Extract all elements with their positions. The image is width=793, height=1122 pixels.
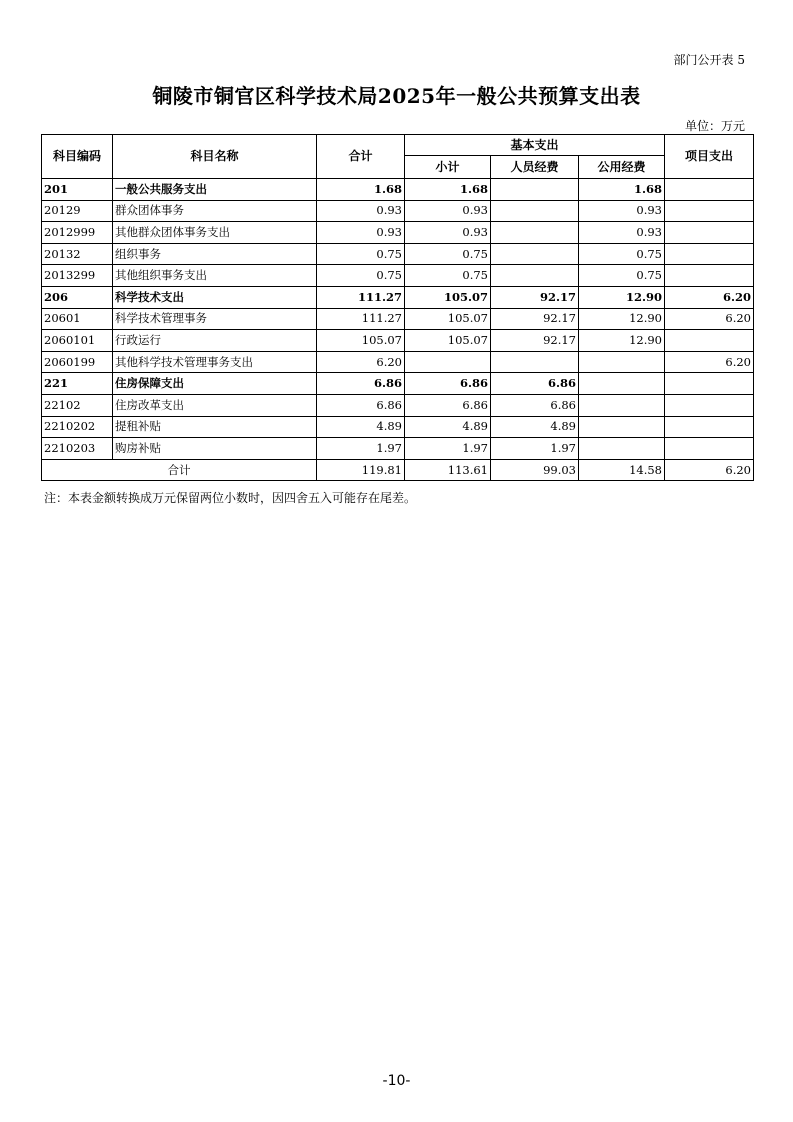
- row-subtotal: 0.93: [405, 200, 491, 222]
- header-project: 项目支出: [665, 135, 754, 179]
- row-project: [665, 438, 754, 460]
- row-name: 行政运行: [113, 330, 317, 352]
- row-public: 0.75: [579, 243, 665, 265]
- row-total: 111.27: [317, 308, 405, 330]
- row-subtotal: 0.75: [405, 243, 491, 265]
- row-public: [579, 373, 665, 395]
- row-name: 购房补贴: [113, 438, 317, 460]
- table-row: [42, 286, 754, 308]
- row-project: 6.20: [665, 351, 754, 373]
- table-row: [42, 416, 754, 438]
- row-total: 1.68: [317, 179, 405, 201]
- page-title: 铜陵市铜官区科学技术局2025年一般公共预算支出表: [152, 84, 641, 108]
- total-row: [42, 459, 754, 481]
- row-name: 其他组织事务支出: [113, 265, 317, 287]
- row-project: [665, 222, 754, 244]
- row-code: 2210203: [42, 438, 113, 460]
- row-subtotal: 4.89: [405, 416, 491, 438]
- row-project: [665, 200, 754, 222]
- header-code: 科目编码: [42, 135, 113, 179]
- row-code: 2210202: [42, 416, 113, 438]
- row-public: 0.75: [579, 265, 665, 287]
- total-row-total: 119.81: [317, 459, 405, 481]
- row-name: 其他群众团体事务支出: [113, 222, 317, 244]
- header-name: 科目名称: [113, 135, 317, 179]
- table-body: [42, 179, 754, 460]
- row-code: 2013299: [42, 265, 113, 287]
- form-id-label: 部门公开表 5: [673, 53, 745, 67]
- row-personnel: [491, 200, 579, 222]
- header-subtotal: 小计: [405, 156, 491, 179]
- row-total: 1.97: [317, 438, 405, 460]
- row-public: 0.93: [579, 222, 665, 244]
- row-personnel: 6.86: [491, 394, 579, 416]
- row-code: 2060199: [42, 351, 113, 373]
- row-total: 105.07: [317, 330, 405, 352]
- row-total: 111.27: [317, 286, 405, 308]
- row-project: [665, 394, 754, 416]
- row-name: 其他科学技术管理事务支出: [113, 351, 317, 373]
- footnote: 注：本表金额转换成万元保留两位小数时，因四舍五入可能存在尾差。: [44, 491, 417, 505]
- row-project: 6.20: [665, 308, 754, 330]
- row-subtotal: 105.07: [405, 308, 491, 330]
- table-row: [42, 222, 754, 244]
- row-personnel: [491, 222, 579, 244]
- table-row: [42, 200, 754, 222]
- row-total: 6.20: [317, 351, 405, 373]
- row-name: 一般公共服务支出: [113, 179, 317, 201]
- row-code: 20601: [42, 308, 113, 330]
- table-row: [42, 265, 754, 287]
- row-code: 201: [42, 179, 113, 201]
- row-name: 住房保障支出: [113, 373, 317, 395]
- row-total: 0.75: [317, 265, 405, 287]
- row-subtotal: 0.75: [405, 265, 491, 287]
- table-row: [42, 394, 754, 416]
- table-row: [42, 179, 754, 201]
- table-row: [42, 330, 754, 352]
- row-subtotal: 6.86: [405, 373, 491, 395]
- table-row: [42, 351, 754, 373]
- row-project: [665, 416, 754, 438]
- row-public: [579, 394, 665, 416]
- row-code: 20129: [42, 200, 113, 222]
- row-personnel: [491, 351, 579, 373]
- row-personnel: 92.17: [491, 308, 579, 330]
- row-public: 12.90: [579, 286, 665, 308]
- row-public: [579, 438, 665, 460]
- row-project: [665, 243, 754, 265]
- table-row: [42, 308, 754, 330]
- row-subtotal: 0.93: [405, 222, 491, 244]
- row-total: 0.93: [317, 200, 405, 222]
- row-public: 0.93: [579, 200, 665, 222]
- row-subtotal: 105.07: [405, 286, 491, 308]
- row-subtotal: 105.07: [405, 330, 491, 352]
- row-total: 6.86: [317, 373, 405, 395]
- unit-label: 单位：万元: [684, 119, 745, 133]
- row-total: 4.89: [317, 416, 405, 438]
- header-total: 合计: [317, 135, 405, 179]
- row-subtotal: 1.68: [405, 179, 491, 201]
- row-personnel: 1.97: [491, 438, 579, 460]
- budget-table: [41, 134, 754, 481]
- row-subtotal: 6.86: [405, 394, 491, 416]
- total-row-public: 14.58: [579, 459, 665, 481]
- row-total: 0.93: [317, 222, 405, 244]
- total-row-label: 合计: [42, 459, 317, 481]
- row-name: 住房改革支出: [113, 394, 317, 416]
- row-name: 科学技术支出: [113, 286, 317, 308]
- row-personnel: 4.89: [491, 416, 579, 438]
- row-project: 6.20: [665, 286, 754, 308]
- row-project: [665, 179, 754, 201]
- total-row-personnel: 99.03: [491, 459, 579, 481]
- row-name: 组织事务: [113, 243, 317, 265]
- header-public: 公用经费: [579, 156, 665, 179]
- row-total: 6.86: [317, 394, 405, 416]
- row-name: 群众团体事务: [113, 200, 317, 222]
- row-personnel: 6.86: [491, 373, 579, 395]
- table-row: [42, 438, 754, 460]
- row-code: 2060101: [42, 330, 113, 352]
- row-public: 1.68: [579, 179, 665, 201]
- row-code: 20132: [42, 243, 113, 265]
- page-number: -10-: [382, 1073, 411, 1089]
- row-personnel: 92.17: [491, 330, 579, 352]
- table-row: [42, 373, 754, 395]
- table-row: [42, 243, 754, 265]
- row-code: 22102: [42, 394, 113, 416]
- row-code: 206: [42, 286, 113, 308]
- row-name: 提租补贴: [113, 416, 317, 438]
- row-code: 2012999: [42, 222, 113, 244]
- row-personnel: 92.17: [491, 286, 579, 308]
- row-code: 221: [42, 373, 113, 395]
- row-total: 0.75: [317, 243, 405, 265]
- total-row-subtotal: 113.61: [405, 459, 491, 481]
- row-personnel: [491, 243, 579, 265]
- header-basic: 基本支出: [405, 135, 665, 156]
- row-name: 科学技术管理事务: [113, 308, 317, 330]
- row-project: [665, 265, 754, 287]
- row-personnel: [491, 265, 579, 287]
- row-subtotal: [405, 351, 491, 373]
- row-personnel: [491, 179, 579, 201]
- row-project: [665, 330, 754, 352]
- row-subtotal: 1.97: [405, 438, 491, 460]
- row-public: [579, 416, 665, 438]
- header-personnel: 人员经费: [491, 156, 579, 179]
- total-row-project: 6.20: [665, 459, 754, 481]
- row-project: [665, 373, 754, 395]
- row-public: 12.90: [579, 330, 665, 352]
- row-public: [579, 351, 665, 373]
- row-public: 12.90: [579, 308, 665, 330]
